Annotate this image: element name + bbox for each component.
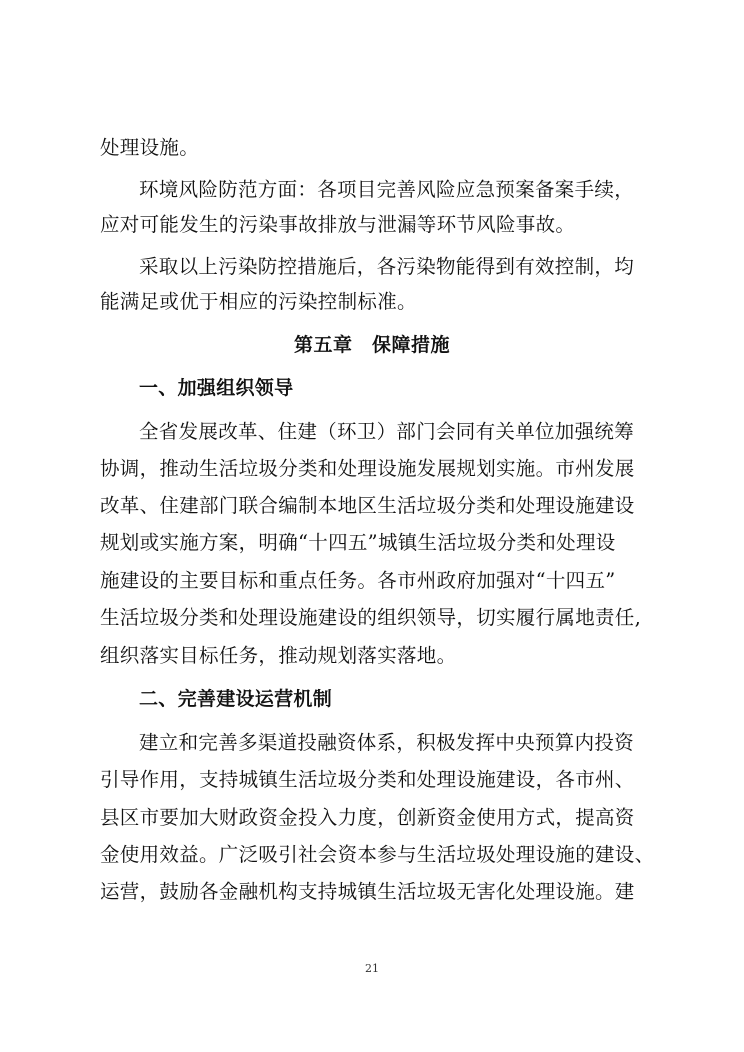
text-line-15: 县区市要加大财政资金投入力度，创新资金使用方式，提高资 — [100, 806, 635, 829]
text-line-1: 处理设施。 — [100, 136, 200, 159]
text-line-7: 协调，推动生活垃圾分类和处理设施发展规划实施。市州发展 — [100, 457, 635, 480]
chapter-heading: 第五章 保障措施 — [293, 334, 450, 356]
section-heading-1: 一、加强组织领导 — [139, 377, 294, 399]
text-line-17: 运营，鼓励各金融机构支持城镇生活垃圾无害化处理设施。建 — [100, 880, 635, 903]
text-line-3: 应对可能发生的污染事故排放与泄漏等环节风险事故。 — [100, 213, 576, 236]
text-line-12: 组织落实目标任务，推动规划落实落地。 — [100, 644, 457, 667]
text-line-14: 引导作用，支持城镇生活垃圾分类和处理设施建设，各市州、 — [100, 768, 635, 791]
text-line-2: 环境风险防范方面：各项目完善风险应急预案备案手续， — [139, 178, 635, 201]
text-line-10: 施建设的主要目标和重点任务。各市州政府加强对“十四五” — [100, 569, 616, 592]
section-heading-2: 二、完善建设运营机制 — [139, 688, 333, 710]
text-line-9: 规划或实施方案，明确“十四五”城镇生活垃圾分类和处理设 — [100, 531, 616, 554]
text-line-11: 生活垃圾分类和处理设施建设的组织领导，切实履行属地责任, — [100, 606, 642, 629]
page-number: 21 — [365, 962, 379, 975]
text-line-13: 建立和完善多渠道投融资体系，积极发挥中央预算内投资 — [139, 731, 635, 754]
text-line-4: 采取以上污染防控措施后，各污染物能得到有效控制，均 — [139, 255, 635, 278]
text-line-16: 金使用效益。广泛吸引社会资本参与生活垃圾处理设施的建设、 — [100, 843, 655, 866]
text-line-5: 能满足或优于相应的污染控制标准。 — [100, 290, 417, 313]
text-line-6: 全省发展改革、住建（环卫）部门会同有关单位加强统筹 — [139, 420, 635, 443]
text-line-8: 改革、住建部门联合编制本地区生活垃圾分类和处理设施建设 — [100, 494, 635, 517]
